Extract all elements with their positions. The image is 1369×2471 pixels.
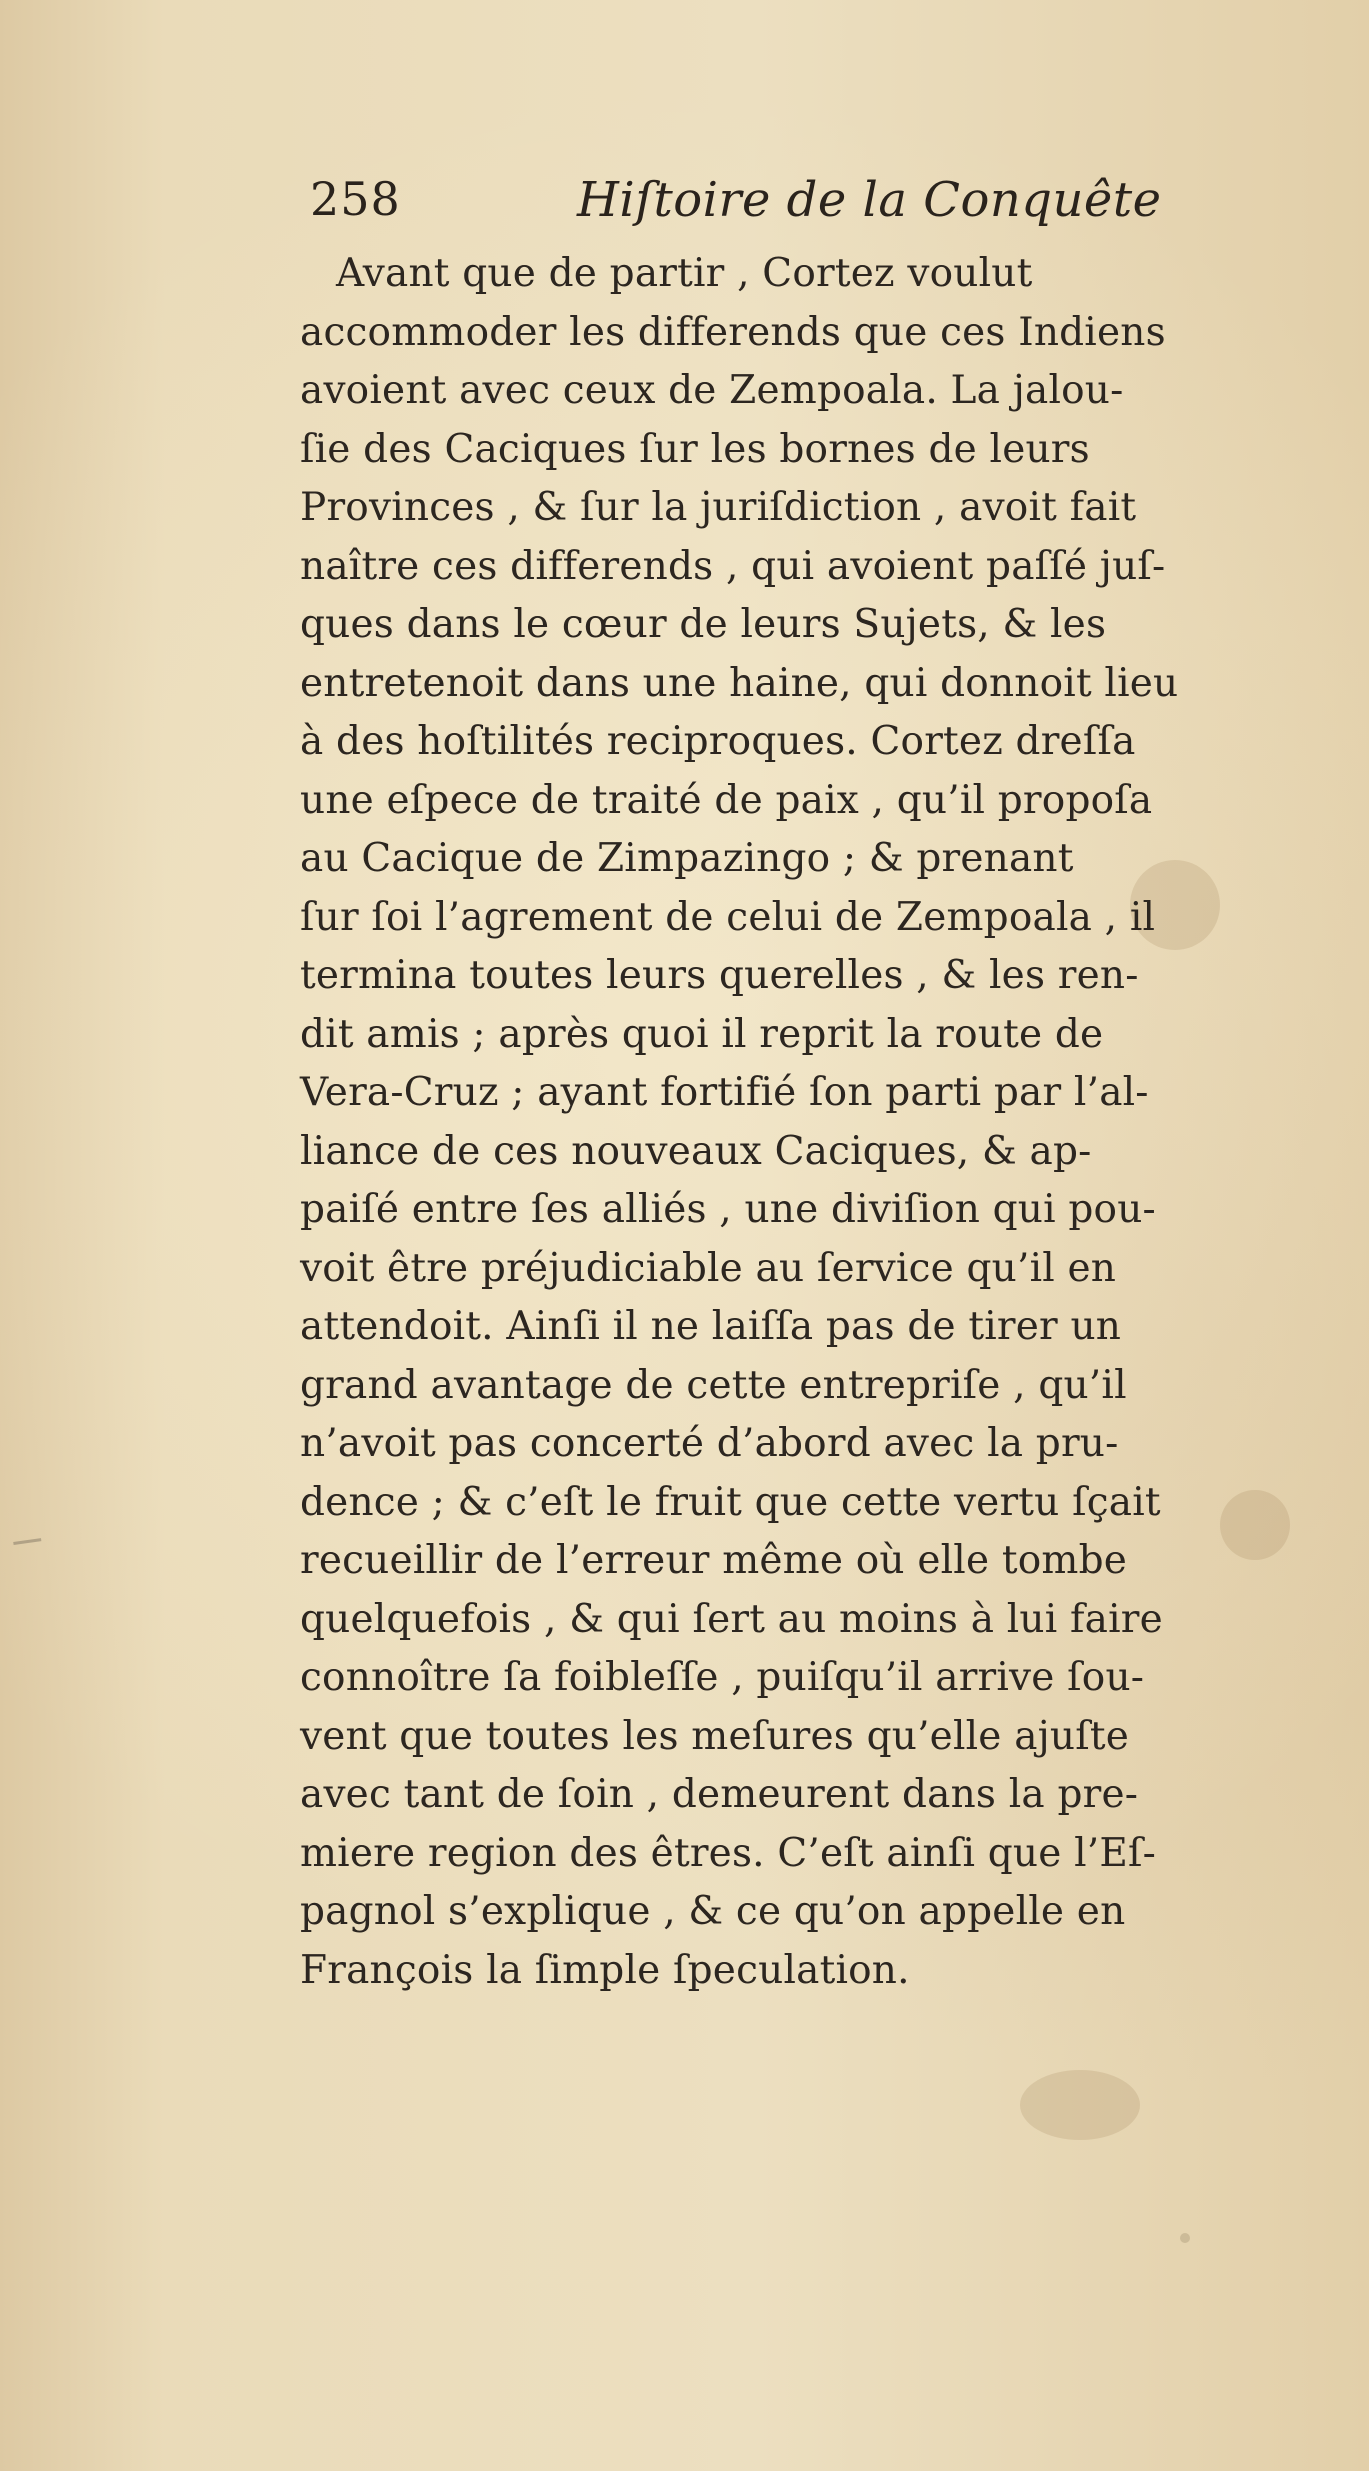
text-line: attendoit. Ainſi il ne laiſſa pas de tirer un [300, 1304, 1122, 1349]
text-line: naître ces differends , qui avoient paſſé juſ- [300, 543, 1166, 589]
text-line: miere region des êtres. C’eſt ainſi que l’Eſ- [300, 1830, 1157, 1876]
text-line: ſur ſoi l’agrement de celui de Zempoala , il [300, 894, 1156, 940]
text-line: avoient avec ceux de Zempoala. La jalou- [300, 368, 1124, 413]
text-line: avec tant de ſoin , demeurent dans la pre- [300, 1772, 1139, 1817]
running-head: Hiſtoire de la Conquête [577, 172, 1162, 228]
small-stain [1180, 2233, 1190, 2243]
text-line: paiſé entre ſes alliés , une diviſion qui pou- [300, 1187, 1156, 1232]
text-line: François la ſimple ſpeculation. [300, 1947, 910, 1993]
text-line: recueillir de l’erreur même où elle tombe [300, 1538, 1128, 1583]
text-line: ques dans le cœur de leurs Sujets, & les [300, 602, 1107, 647]
text-line: dence ; & c’eſt le fruit que cette vertu ſçait [300, 1479, 1161, 1525]
text-line: vent que toutes les meſures qu’elle ajuſte [300, 1713, 1130, 1759]
text-line: Vera-Cruz ; ayant fortifié ſon parti par l’al- [300, 1070, 1149, 1115]
text-line: voit être préjudiciable au ſervice qu’il en [300, 1245, 1117, 1291]
text-line: grand avantage de cette entrepriſe , qu’il [300, 1362, 1127, 1408]
text-line: ſie des Caciques ſur les bornes de leurs [300, 426, 1090, 472]
text-line: accommoder les differends que ces Indiens [300, 309, 1166, 355]
text-line: Avant que de partir , Cortez voulut [336, 251, 1033, 296]
page-header [300, 172, 1200, 242]
margin-mark [13, 1538, 43, 1555]
text-line: une eſpece de traité de paix , qu’il propoſa [300, 777, 1153, 823]
text-line: au Cacique de Zimpazingo ; & prenant [300, 836, 1074, 881]
body-text [300, 245, 1365, 2000]
text-line: n’avoit pas concerté d’abord avec la pru- [300, 1421, 1119, 1466]
text-line: à des hoſtilités reciproques. Cortez dreſſa [300, 719, 1136, 764]
text-line: termina toutes leurs querelles , & les ren- [300, 953, 1139, 998]
text-line: Provinces , & ſur la juriſdiction , avoit fait [300, 485, 1137, 530]
text-line: quelquefois , & qui ſert au moins à lui faire [300, 1596, 1163, 1642]
page-number: 258 [310, 172, 401, 226]
text-line: pagnol s’explique , & ce qu’on appelle en [300, 1889, 1126, 1934]
text-line: entretenoit dans une haine, qui donnoit lieu [300, 660, 1179, 706]
text-line: dit amis ; après quoi il reprit la route de [300, 1011, 1104, 1057]
text-line: liance de ces nouveaux Caciques, & ap- [300, 1128, 1092, 1174]
text-line: connoître ſa foibleſſe , puiſqu’il arrive ſou- [300, 1655, 1145, 1700]
paper-stain [1020, 2070, 1140, 2140]
